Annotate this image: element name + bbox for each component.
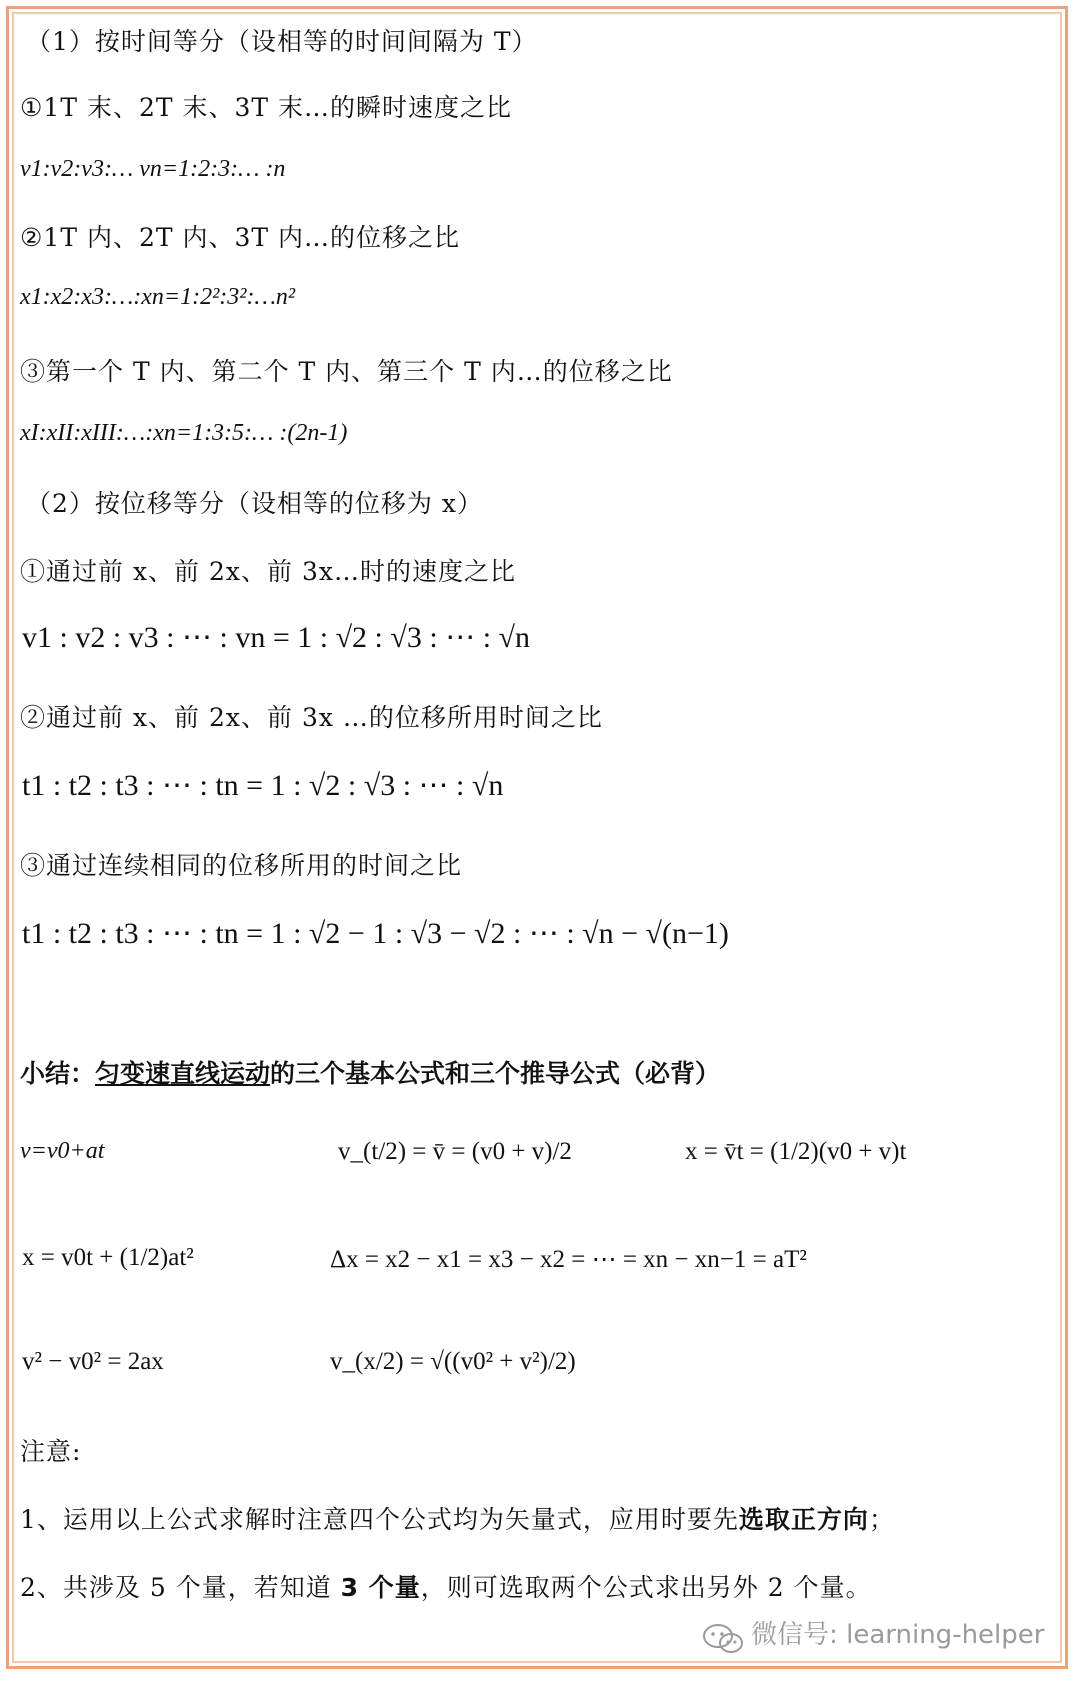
note-2-end: ，则可选取两个公式求出另外 2 个量。 — [420, 1573, 872, 1602]
watermark — [702, 1614, 1044, 1656]
s1-item-c-title: ③第一个 T 内、第二个 T 内、第三个 T 内…的位移之比 — [20, 357, 673, 386]
formula-successive-difference: Δx = x2 − x1 = x3 − x2 = ⋯ = xn − xn−1 = aT² — [330, 1246, 807, 1273]
note-1-emphasis: 选取正方向 — [738, 1505, 869, 1534]
formula-displacement-average: x = v̄t = (1/2)(v0 + v)t — [685, 1138, 907, 1165]
formula-mid-position-velocity: v_(x/2) = √((v0² + v²)/2) — [330, 1348, 576, 1375]
summary-label: 小结： — [20, 1059, 96, 1088]
section-1-heading: （1）按时间等分（设相等的时间间隔为 T） — [26, 27, 538, 56]
s2-item-a-title: ①通过前 x、前 2x、前 3x…时的速度之比 — [20, 557, 516, 586]
note-1-text: 1、运用以上公式求解时注意四个公式均为矢量式，应用时要先 — [20, 1505, 739, 1534]
wechat-icon — [702, 1622, 746, 1656]
summary-heading — [20, 1054, 720, 1090]
note-2-text: 2、共涉及 5 个量，若知道 — [20, 1573, 341, 1602]
s1-item-a-formula: v1:v2:v3:… vn=1:2:3:… :n — [20, 156, 286, 182]
summary-topic: 匀变速直线运动 — [95, 1059, 271, 1088]
s1-item-b-formula: x1:x2:x3:…:xn=1:2²:3²:…n² — [20, 284, 296, 310]
formula-velocity-time: v=v0+at — [20, 1138, 105, 1164]
s2-item-b-title: ②通过前 x、前 2x、前 3x …的位移所用时间之比 — [20, 703, 603, 732]
s2-item-a-formula: v1 : v2 : v3 : ⋯ : vn = 1 : √2 : √3 : ⋯ : √n — [22, 621, 530, 654]
note-1 — [20, 1500, 895, 1536]
s2-item-c-formula: t1 : t2 : t3 : ⋯ : tn = 1 : √2 − 1 : √3 − √2 : ⋯ : √n − √(n−1) — [22, 917, 729, 950]
notes-title: 注意: — [20, 1437, 82, 1466]
s1-item-b-title: ②1T 内、2T 内、3T 内…的位移之比 — [20, 223, 460, 252]
summary-rest: 的三个基本公式和三个推导公式（必背） — [270, 1059, 721, 1088]
section-2-heading: （2）按位移等分（设相等的位移为 x） — [26, 489, 483, 518]
page-inner-border — [12, 12, 1062, 1663]
s2-item-c-title: ③通过连续相同的位移所用的时间之比 — [20, 851, 463, 880]
s1-item-c-formula: xI:xII:xIII:…:xn=1:3:5:… :(2n-1) — [20, 420, 348, 446]
watermark-text: 微信号: learning-helper — [751, 1620, 1045, 1650]
note-1-end: ； — [868, 1505, 895, 1534]
formula-displacement-time: x = v0t + (1/2)at² — [22, 1244, 194, 1271]
note-2 — [20, 1568, 872, 1604]
note-2-emphasis: 3 个量 — [340, 1573, 421, 1602]
formula-velocity-displacement: v² − v0² = 2ax — [22, 1348, 164, 1375]
formula-mid-time-velocity: v_(t/2) = v̄ = (v0 + v)/2 — [338, 1138, 572, 1165]
s1-item-a-title: ①1T 末、2T 末、3T 末…的瞬时速度之比 — [20, 93, 512, 122]
s2-item-b-formula: t1 : t2 : t3 : ⋯ : tn = 1 : √2 : √3 : ⋯ : √n — [22, 769, 504, 802]
